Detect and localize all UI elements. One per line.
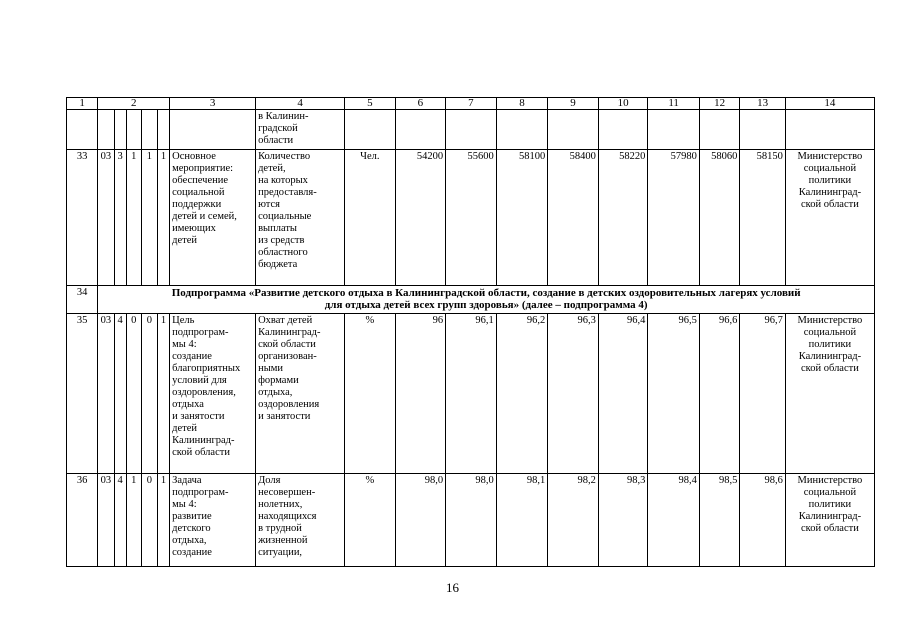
empty-cell — [699, 110, 739, 150]
empty-cell — [126, 110, 141, 150]
empty-cell — [170, 110, 256, 150]
code-cell: 4 — [114, 314, 126, 474]
indicator-cell: в Калинин- градской области — [256, 110, 345, 150]
indicator-cell: Доля несовершен- нолетних, находящихся в трудной жизненной ситуации, — [256, 474, 345, 567]
empty-cell — [114, 110, 126, 150]
code-cell: 3 — [114, 150, 126, 286]
value-cell: 98,0 — [446, 474, 497, 567]
code-cell: 1 — [126, 150, 141, 286]
code-cell: 03 — [98, 474, 114, 567]
value-cell: 54200 — [395, 150, 446, 286]
executor-cell: Министерство социальной политики Калининград- ской области — [785, 474, 874, 567]
unit-cell: % — [345, 474, 396, 567]
table-row-34 — [67, 286, 875, 314]
header-cell: 10 — [598, 98, 648, 110]
code-cell: 4 — [114, 474, 126, 567]
empty-cell — [345, 110, 396, 150]
value-cell: 98,1 — [496, 474, 548, 567]
value-cell: 96,6 — [699, 314, 739, 474]
activity-name: Основное мероприятие: обеспечение социальной поддержки детей и семей, имеющих детей — [170, 150, 256, 286]
header-cell: 8 — [496, 98, 548, 110]
value-cell: 57980 — [648, 150, 700, 286]
value-cell: 58400 — [548, 150, 599, 286]
row-number: 35 — [67, 314, 98, 474]
empty-cell — [67, 110, 98, 150]
value-cell: 96 — [395, 314, 446, 474]
subprogram-title: Подпрограмма «Развитие детского отдыха в Калининградской области, создание в детских оздоровительных лагерях условий для отдыха детей всех групп здоровья» (далее – подпрограмма 4) — [98, 286, 875, 314]
empty-cell — [496, 110, 548, 150]
table-row-35 — [67, 314, 875, 474]
header-row — [67, 98, 875, 110]
header-cell: 4 — [256, 98, 345, 110]
empty-cell — [395, 110, 446, 150]
header-cell: 12 — [699, 98, 739, 110]
header-cell: 5 — [345, 98, 396, 110]
code-cell: 1 — [157, 314, 169, 474]
code-cell: 0 — [126, 314, 141, 474]
value-cell: 98,3 — [598, 474, 648, 567]
page-number: 16 — [446, 580, 459, 595]
code-cell: 03 — [98, 150, 114, 286]
table-row-33 — [67, 150, 875, 286]
value-cell: 98,5 — [699, 474, 739, 567]
empty-cell — [740, 110, 786, 150]
value-cell: 98,4 — [648, 474, 700, 567]
value-cell: 55600 — [446, 150, 497, 286]
code-cell: 0 — [141, 314, 157, 474]
empty-cell — [548, 110, 599, 150]
value-cell: 96,5 — [648, 314, 700, 474]
unit-cell: Чел. — [345, 150, 396, 286]
value-cell: 96,7 — [740, 314, 786, 474]
header-cell: 1 — [67, 98, 98, 110]
value-cell: 58100 — [496, 150, 548, 286]
value-cell: 58220 — [598, 150, 648, 286]
indicator-cell: Охват детей Калининград- ской области организован- ными формами отдыха, оздоровления и занятости — [256, 314, 345, 474]
code-cell: 1 — [157, 474, 169, 567]
header-cell: 13 — [740, 98, 786, 110]
code-cell: 0 — [141, 474, 157, 567]
empty-cell — [598, 110, 648, 150]
executor-cell: Министерство социальной политики Калининград- ской области — [785, 150, 874, 286]
value-cell: 96,1 — [446, 314, 497, 474]
empty-cell — [785, 110, 874, 150]
value-cell: 96,4 — [598, 314, 648, 474]
value-cell: 58150 — [740, 150, 786, 286]
code-cell: 1 — [126, 474, 141, 567]
value-cell: 96,2 — [496, 314, 548, 474]
indicators-table — [66, 97, 875, 567]
header-cell: 9 — [548, 98, 599, 110]
header-cell: 3 — [170, 98, 256, 110]
row-number: 36 — [67, 474, 98, 567]
row-number: 33 — [67, 150, 98, 286]
header-cell: 14 — [785, 98, 874, 110]
value-cell: 98,6 — [740, 474, 786, 567]
row-number: 34 — [67, 286, 98, 314]
table-row-36 — [67, 474, 875, 567]
code-cell: 03 — [98, 314, 114, 474]
value-cell: 98,0 — [395, 474, 446, 567]
indicator-cell: Количество детей, на которых предоставля- ются социальные выплаты из средств областного бюджета — [256, 150, 345, 286]
empty-cell — [648, 110, 700, 150]
code-cell: 1 — [157, 150, 169, 286]
header-cell: 6 — [395, 98, 446, 110]
value-cell: 58060 — [699, 150, 739, 286]
header-cell: 7 — [446, 98, 497, 110]
empty-cell — [157, 110, 169, 150]
empty-cell — [98, 110, 114, 150]
executor-cell: Министерство социальной политики Калининград- ской области — [785, 314, 874, 474]
header-cell: 2 — [98, 98, 170, 110]
value-cell: 98,2 — [548, 474, 599, 567]
header-cell: 11 — [648, 98, 700, 110]
table-row-continuation — [67, 110, 875, 150]
unit-cell: % — [345, 314, 396, 474]
empty-cell — [141, 110, 157, 150]
activity-name: Задача подпрограм- мы 4: развитие детского отдыха, создание — [170, 474, 256, 567]
activity-name: Цель подпрограм- мы 4: создание благоприятных условий для оздоровления, отдыха и занятости детей Калининград- ской области — [170, 314, 256, 474]
value-cell: 96,3 — [548, 314, 599, 474]
code-cell: 1 — [141, 150, 157, 286]
empty-cell — [446, 110, 497, 150]
